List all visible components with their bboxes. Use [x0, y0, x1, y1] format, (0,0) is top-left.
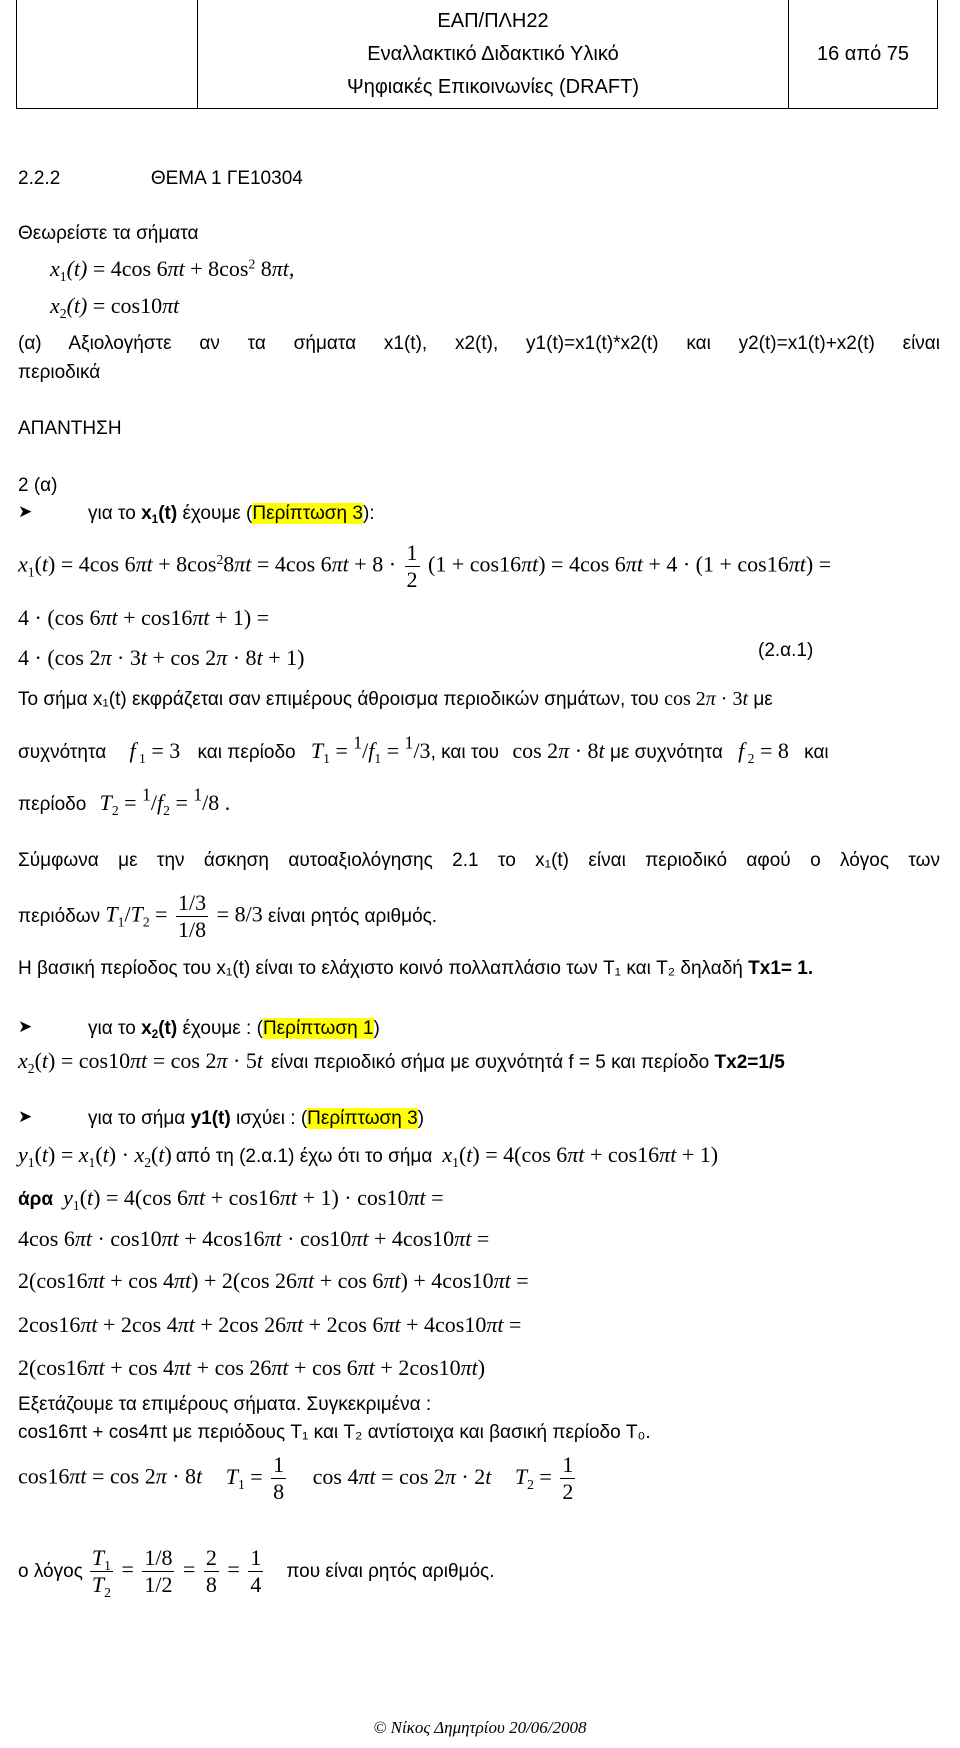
- intro-text: Θεωρείστε τα σήματα: [18, 223, 199, 244]
- bullet-sub: 1: [151, 513, 159, 527]
- para2-rational: είναι ρητός αριθμός.: [267, 906, 438, 927]
- para1-period2: περίοδο: [18, 794, 87, 815]
- para1-freq: συχνότητα: [18, 742, 107, 763]
- bullet-y1: [88, 1108, 424, 1130]
- question-a-cont: περιοδικά: [18, 362, 101, 383]
- para1-me: με: [753, 689, 773, 710]
- case-highlight: Περίπτωση 3: [307, 1108, 418, 1129]
- examine-text: Εξετάζουμε τα επιμέρους σήματα. Συγκεκριμένα :: [18, 1394, 432, 1415]
- arrow-bullet-icon: ➤: [18, 502, 33, 521]
- page-number: 16 από 75: [816, 42, 910, 65]
- tx1-result: Tx1= 1.: [748, 958, 814, 979]
- equation-x1: $x_1(t) = 4\cos$ $6\pi t + 8\cos^2$ 8πt,: [50, 256, 295, 284]
- bullet-var: x: [141, 503, 152, 524]
- para1-line2: συχνότητα f $_1$ = 3 και περίοδο $T_1 = ^1/f_1 = ^1/3$, και του cos 2π · 8t με συχνότητα f $_2$ = 8 και: [18, 732, 829, 766]
- derivation-line-1: $x_1(t) = 4\cos$ $6\pi t + 8\cos^28\pi t = 4\cos$ 6πt + 8 · $\frac{1}{2}$ (1 + cos16πt) = 4cos 6πt + 4 · (1 + cos16πt) =: [18, 540, 832, 592]
- bullet-x2: [88, 1018, 380, 1040]
- course-code: ΕΑΠ/ΠΛΗ22: [437, 9, 549, 32]
- page-header: [16, 0, 938, 109]
- ara-label: άρα: [18, 1189, 54, 1210]
- para1-line1: Το σήμα x₁(t) εκφράζεται σαν επιμέρους άθροισμα περιοδικών σημάτων, του cos 2π · 3t με: [18, 688, 773, 710]
- bullet-post: (t): [158, 503, 178, 524]
- para1-line3: περίοδο $T_2 = ^1/f_2 = ^1/8$ .: [18, 784, 231, 818]
- para2: Σύμφωνα με την άσκηση αυτοαξιολόγησης 2.1 το x₁(t) είναι περιοδικό αφού ο λόγος των: [18, 850, 940, 871]
- ratio-label: ο λόγος: [18, 1560, 83, 1582]
- para3: [18, 958, 813, 980]
- equation-tag: (2.α.1): [758, 640, 814, 661]
- expand-line-3: 2cos16πt + 2cos 4πt + 2cos 26πt + 2cos 6πt + 4cos10πt =: [18, 1312, 522, 1337]
- para1-and: , και του: [430, 742, 500, 763]
- bullet-text2: έχουμε (: [177, 503, 253, 524]
- section-heading: [18, 168, 303, 190]
- bullet-text: για το σήμα: [88, 1108, 191, 1129]
- para3-text: Η βασική περίοδος του x₁(t) είναι το ελάχιστο κοινό πολλαπλάσιο των T₁ και T₂ δηλαδή: [18, 958, 749, 979]
- bullet-text2: έχουμε : (: [177, 1018, 263, 1039]
- para1-text: Το σήμα x₁(t) εκφράζεται σαν επιμέρους άθροισμα περιοδικών σημάτων, του: [18, 689, 659, 710]
- arrow-bullet-icon: ➤: [18, 1017, 33, 1036]
- page-footer: © Νίκος Δημητρίου 20/06/2008: [373, 1718, 587, 1737]
- y1-line: $y_1(t) = x_1(t) \cdot x_2(t)$ από τη (2.α.1) έχω ότι το σήμα $x_1(t) = 4(\cos$ 6πt + cos16πt + 1): [18, 1142, 719, 1170]
- ara-line: άρα $y_1(t) = 4(\cos$ 6πt + cos16πt + 1) · cos10πt =: [18, 1185, 444, 1213]
- topic-title: ΘΕΜΑ 1 ΓΕ10304: [150, 168, 303, 189]
- header-left-cell: [17, 0, 198, 108]
- bullet-text: για το: [88, 503, 142, 524]
- bullet-close: ): [417, 1108, 425, 1129]
- expand-line-2: 2(cos16πt + cos 4πt) + 2(cos 26πt + cos 6πt) + 4cos10πt =: [18, 1268, 529, 1293]
- para1-period: και περίοδο: [197, 742, 296, 763]
- y1-description: από τη (2.α.1) έχω ότι το σήμα: [175, 1146, 433, 1167]
- examine-text-2: cos16πt + cos4πt με περιόδους T₁ και T₂ αντίστοιχα και βασική περίοδο T₀.: [18, 1422, 651, 1443]
- bullet-sub: 2: [151, 1028, 159, 1042]
- ratio-line: ο λόγος $\frac{T_1}{T_2}$ = $\frac{1/8}{1/2}$ = $\frac{2}{8}$ = $\frac{1}{4}$ που είναι ρητός αριθμός.: [18, 1545, 495, 1600]
- x2-description: είναι περιοδικό σήμα με συχνότητά f = 5 και περίοδο: [270, 1052, 715, 1073]
- answer-heading: ΑΠΑΝΤΗΣΗ: [18, 418, 122, 439]
- derivation-line-2: 4 · (cos 6πt + cos16πt + 1) =: [18, 605, 270, 630]
- part-label: 2 (α): [18, 475, 58, 496]
- bullet-close: ): [373, 1018, 380, 1039]
- para1-kai: και: [804, 742, 829, 763]
- header-center-cell: [198, 0, 789, 108]
- bullet-var: x: [141, 1018, 152, 1039]
- bullet-var: y1(t): [190, 1108, 231, 1129]
- equation-x2: $x_2(t) = \cos 10\pi t$: [50, 293, 180, 321]
- para2-periods: περιόδων $T_1/T_2$ = $\frac{1/3}{1/8}$ = 8/3 είναι ρητός αριθμός.: [18, 890, 438, 943]
- ratio-rational: που είναι ρητός αριθμός.: [286, 1560, 495, 1582]
- subject-title: Ψηφιακές Επικοινωνίες (DRAFT): [347, 75, 639, 98]
- question-a: (α) Αξιολογήστε αν τα σήματα x1(t), x2(t), y1(t)=x1(t)*x2(t) και y2(t)=x1(t)+x2(t) είναι: [18, 333, 940, 354]
- case-highlight: Περίπτωση 1: [262, 1018, 374, 1039]
- derivation-line-3: 4 · (cos 2π · 3t + cos 2π · 8t + 1): [18, 645, 305, 670]
- arrow-bullet-icon: ➤: [18, 1107, 33, 1126]
- expand-line-1: 4cos 6πt · cos10πt + 4cos16πt · cos10πt + 4cos10πt =: [18, 1226, 490, 1251]
- para1-freq2: με συχνότητα: [609, 742, 723, 763]
- case-highlight: Περίπτωση 3: [252, 503, 363, 524]
- x2-equation-line: $x_2(t) = \cos 10\pi t = \cos 2\pi \cdot 5t$ είναι περιοδικό σήμα με συχνότητά f = 5 και περίοδο Tx2=1/5: [18, 1048, 785, 1076]
- periods-line: cos16πt = cos 2π · 8t $T_1$ = $\frac{1}{8}$ cos 4πt = cos 2π · 2t $T_2$ = $\frac{1}{2}$: [18, 1452, 574, 1504]
- para2-periods-label: περιόδων: [18, 906, 101, 927]
- bullet-post: (t): [158, 1018, 178, 1039]
- section-number: 2.2.2: [18, 168, 61, 189]
- bullet-text: για το: [88, 1018, 142, 1039]
- tx2-result: Tx2=1/5: [714, 1052, 785, 1073]
- bullet-close: ):: [362, 503, 375, 524]
- bullet-x1: [88, 503, 375, 525]
- expand-line-4: 2(cos16πt + cos 4πt + cos 26πt + cos 6πt + 2cos10πt): [18, 1355, 486, 1380]
- bullet-text2: ισχύει : (: [230, 1108, 308, 1129]
- material-title: Εναλλακτικό Διδακτικό Υλικό: [367, 42, 619, 65]
